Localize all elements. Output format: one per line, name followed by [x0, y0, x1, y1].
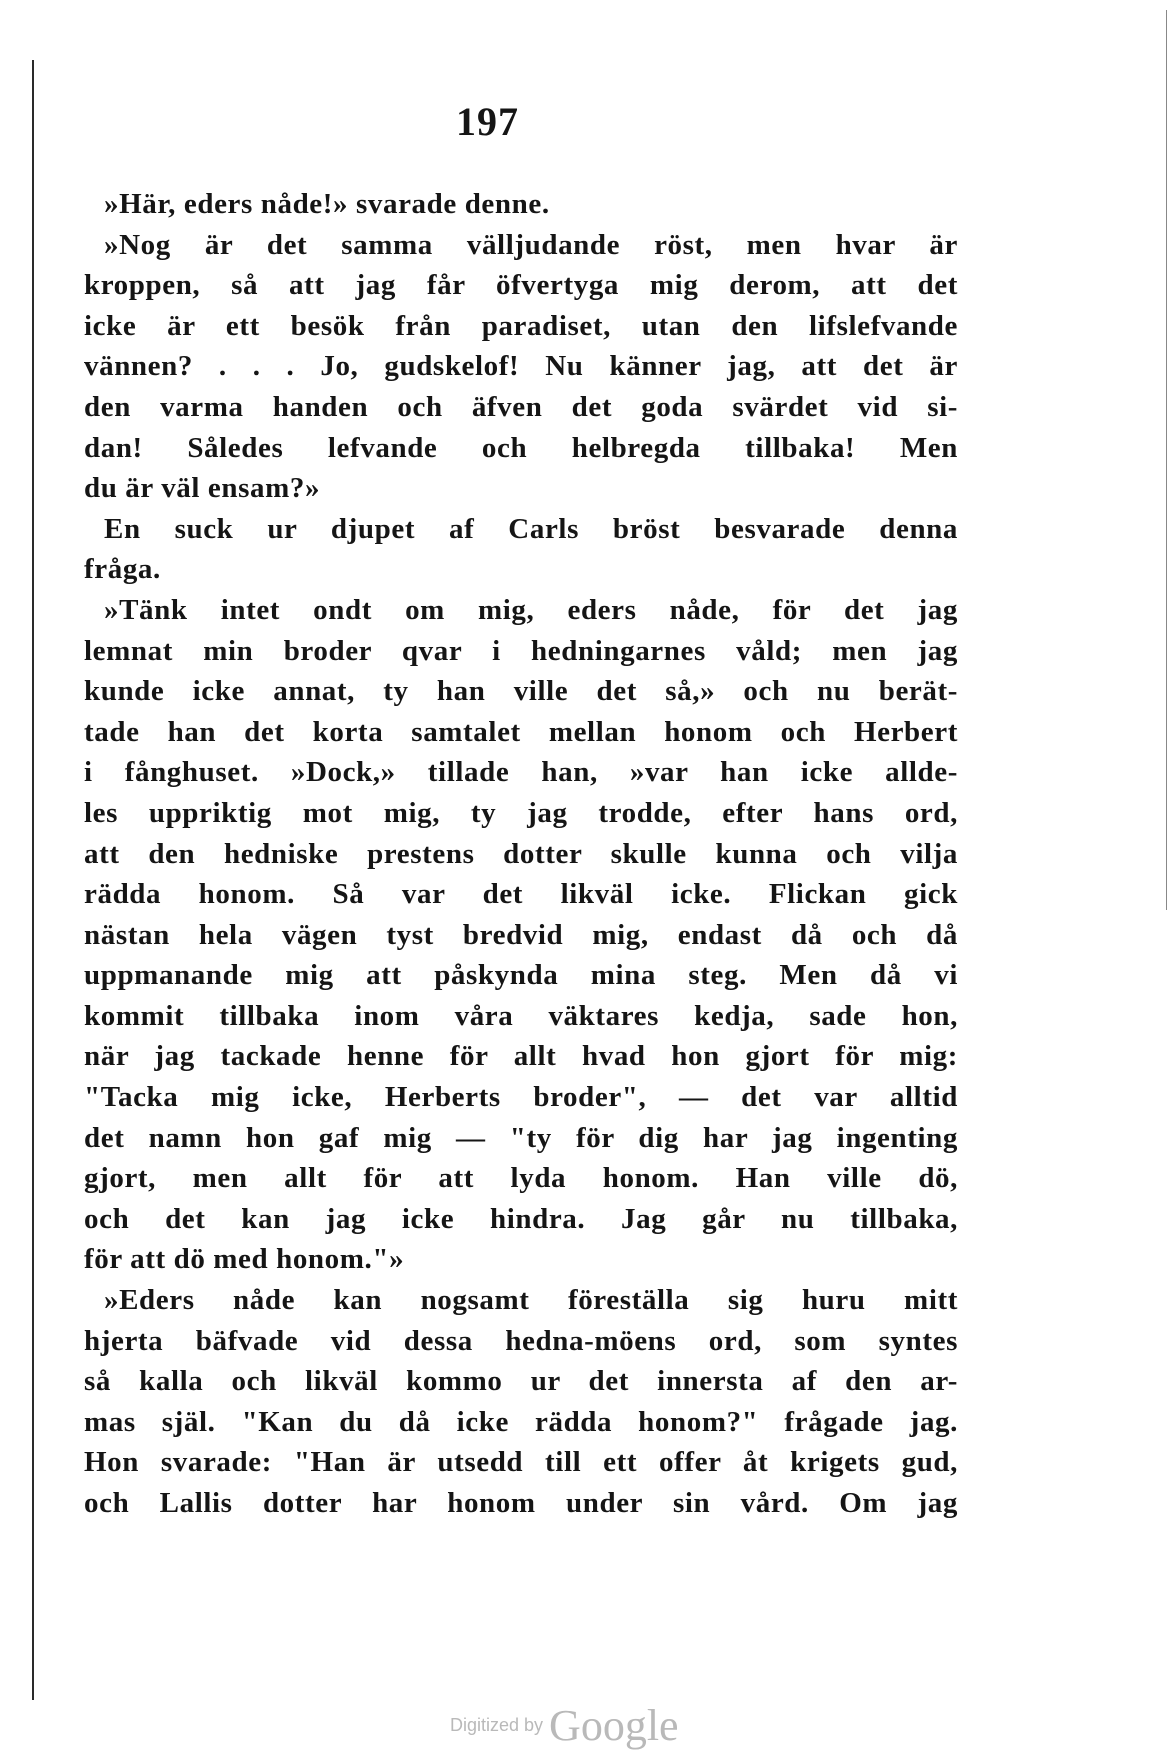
text-line: »Tänk intet ondt om mig, eders nåde, för det jag: [104, 593, 958, 626]
text-line: icke är ett besök från paradiset, utan den lifslefvande: [84, 309, 958, 342]
text-line: så kalla och likväl kommo ur det innersta af den ar-: [84, 1365, 958, 1398]
page-number: 197: [456, 99, 519, 144]
text-line: En suck ur djupet af Carls bröst besvarade denna: [104, 512, 958, 545]
text-line: när jag tackade henne för allt hvad hon gjort för mig:: [84, 1040, 958, 1073]
text-line: fråga.: [84, 553, 161, 586]
watermark-brand-logo: Google: [549, 1701, 679, 1750]
text-line: i fånghuset. »Dock,» tillade han, »var han icke allde-: [84, 756, 958, 789]
scan-edge-left: [32, 60, 34, 1700]
text-line: "Tacka mig icke, Herberts broder", — det var alltid: [84, 1081, 958, 1114]
text-line: och det kan jag icke hindra. Jag går nu tillbaka,: [84, 1202, 958, 1235]
text-line: kunde icke annat, ty han ville det så,» och nu berät-: [84, 675, 958, 708]
text-line: vännen? . . . Jo, gudskelof! Nu känner jag, att det är: [84, 350, 958, 383]
body-text: [84, 184, 958, 1524]
digitized-watermark: [450, 1700, 679, 1751]
text-line: lemnat min broder qvar i hedningarnes våld; men jag: [84, 634, 958, 667]
text-line: gjort, men allt för att lyda honom. Han ville dö,: [84, 1162, 958, 1195]
text-line: mas själ. "Kan du då icke rädda honom?" frågade jag.: [84, 1405, 958, 1438]
text-line: kroppen, så att jag får öfvertyga mig derom, att det: [84, 269, 958, 302]
text-line: Hon svarade: "Han är utsedd till ett offer åt krigets gud,: [84, 1446, 958, 1479]
text-line: du är väl ensam?»: [84, 472, 321, 505]
scan-edge-right: [1166, 10, 1167, 910]
text-line: för att dö med honom."»: [84, 1243, 405, 1276]
text-line: den varma handen och äfven det goda svärdet vid si-: [84, 390, 958, 423]
text-line: »Eders nåde kan nogsamt föreställa sig huru mitt: [104, 1284, 958, 1317]
text-line: »Här, eders nåde!» svarade denne.: [104, 188, 550, 220]
text-line: les uppriktig mot mig, ty jag trodde, efter hans ord,: [84, 796, 958, 829]
watermark-prefix: Digitized by: [450, 1715, 544, 1735]
text-line: kommit tillbaka inom våra väktares kedja, sade hon,: [84, 999, 958, 1032]
text-line: och Lallis dotter har honom under sin vård. Om jag: [84, 1487, 958, 1519]
text-line: uppmanande mig att påskynda mina steg. Men då vi: [84, 959, 958, 992]
text-line: dan! Således lefvande och helbregda tillbaka! Men: [84, 431, 958, 464]
text-line: det namn hon gaf mig — "ty för dig har jag ingenting: [84, 1121, 958, 1154]
text-line: »Nog är det samma välljudande röst, men hvar är: [104, 228, 958, 261]
text-line: att den hedniske prestens dotter skulle kunna och vilja: [84, 837, 958, 870]
text-line: hjerta bäfvade vid dessa hedna-möens ord, som syntes: [84, 1324, 958, 1357]
text-line: tade han det korta samtalet mellan honom och Herbert: [84, 715, 958, 748]
text-line: nästan hela vägen tyst bredvid mig, endast då och då: [84, 918, 958, 951]
text-line: rädda honom. Så var det likväl icke. Flickan gick: [84, 878, 958, 911]
